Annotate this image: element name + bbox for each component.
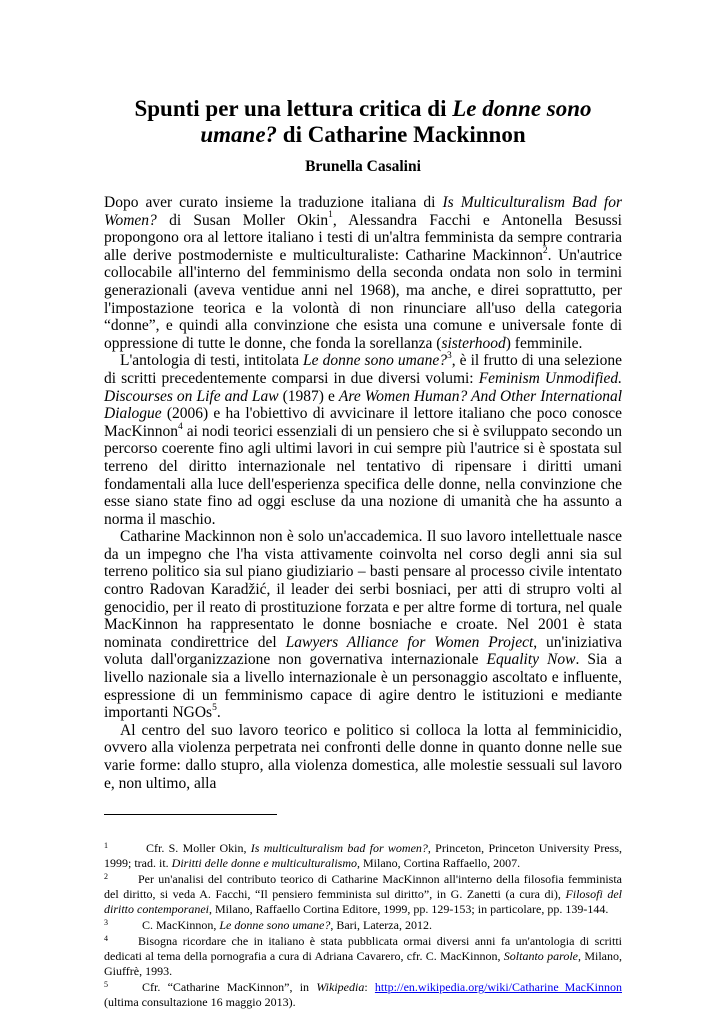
italic-text: Feminism Unmodified. Discourses on Life and Law — [104, 369, 622, 405]
footnote-ref-1[interactable]: 1 — [328, 210, 333, 221]
title-text: Spunti per una lettura critica di — [134, 96, 453, 121]
text: , un'iniziativa voluta dall'organizzazione non governativa internazionale — [104, 633, 622, 669]
footnote-number: 5 — [104, 980, 108, 990]
footnote-ref-2[interactable]: 2 — [542, 245, 548, 256]
title-italic-text: Le donne sono umane? — [200, 96, 592, 147]
footnote-5 — [104, 980, 622, 1010]
text: , Alessandra Facchi e Antonella Besussi propongono ora al lettore italiano i testi di un'altra femminista da sempre contraria alle derive postmoderniste e multiculturaliste: Catharine Mackinnon — [104, 211, 622, 264]
footnote-3 — [104, 918, 622, 933]
footnotes — [104, 841, 622, 1010]
footnote-number: 1 — [104, 841, 108, 851]
text: , Bari, Laterza, 2012. — [330, 918, 432, 933]
text: ) femminile. — [505, 334, 583, 352]
paragraph-2 — [104, 352, 622, 528]
paragraph-4 — [104, 722, 622, 792]
footnote-number: 2 — [104, 872, 108, 882]
text: Cfr. S. Moller Okin, — [146, 841, 251, 856]
footnote-number: 3 — [104, 918, 108, 928]
text: C. MacKinnon, — [142, 918, 220, 933]
paragraph-1 — [104, 194, 622, 352]
italic-text: Is multiculturalism bad for women? — [250, 841, 428, 856]
text: ai nodi teorici essenziali di un pensiero che si è sviluppato secondo un percorso coerente fino agli ultimi lavori in cui sempre più l'autrice si è spostata sul terreno del diritto internazionale nel tentativo di ripensare i diritti umani fondamentali alla luce dell'esperienza specifica delle donne, nella convinzione che esse siano state fino ad oggi escluse da una nozione di umanità che ha assunto a norma il maschio. — [104, 422, 622, 528]
italic-text: Wikipedia — [316, 980, 365, 995]
text: . Un'autrice collocabile all'interno del femminismo della seconda ondata non solo in termini generazionali (aveva ventidue anni nel 1968), ma anche, e direi soprattutto, per l'impostazione teorica e la volontà di non rinunciare all'uso della categoria “donne”, e quindi alla convinzione che esista una comune e universale fonte di oppressione di tutte le donne, che fonda la sorellanza ( — [104, 246, 622, 352]
text: , Milano, Cortina Raffaello, 2007. — [357, 856, 521, 871]
text: , è il frutto di una selezione di scritti precedentemente comparsi in due diversi volumi: — [104, 352, 622, 387]
article-title — [104, 96, 622, 148]
text: , Milano, Giuffrè, 1993. — [104, 949, 622, 979]
text: Bisogna ricordare che in italiano è stata pubblicata ormai diversi anni fa un'antologia di scritti dedicati al tema della pornografia a cura di Adriana Cavarero, cfr. C. MacKinnon, — [104, 934, 622, 964]
footnote-4 — [104, 934, 622, 979]
italic-text: Filosofi del diritto contemporanei — [104, 887, 622, 917]
italic-text: Lawyers Alliance for Women Project — [285, 633, 534, 651]
footnote-separator — [104, 814, 277, 815]
italic-text: Equality Now — [486, 651, 576, 669]
text: Al centro del suo lavoro teorico e politico si colloca la lotta al femminicidio, ovvero alla violenza perpetrata nei confronti delle donne in quanto donne nelle sue varie forme: dallo stupro, alla violenza domestica, alle molestie sessuali sul lavoro e, non ultimo, alla — [104, 721, 622, 792]
title-text-end: di Catharine Mackinnon — [277, 122, 526, 147]
italic-text: Is Multiculturalism Bad for Women? — [104, 194, 622, 229]
text: L'antologia di testi, intitolata — [120, 352, 304, 370]
italic-text: Soltanto parole — [503, 949, 578, 964]
italic-text: sisterhood — [441, 334, 506, 352]
text: Catharine Mackinnon non è solo un'accademica. Il suo lavoro intellettuale nasce da un impegno che l'ha vista attivamente coinvolta nel corso degli anni sia sul terreno politico sia sul piano giudiziario – basti pensare al processo civile intentato contro Radovan Karadžić, il leader dei serbi bosniaci, per atti di strupro volti al genocidio, per il reato di prostituzione forzata e per altre forme di tortura, nel quale MacKinnon ha rappresentato le donne bosniache e croate. Nel 2001 è stata nominata condirettrice del — [104, 528, 622, 651]
document-page — [104, 96, 622, 1011]
text: (ultima consultazione 16 maggio 2013). — [104, 995, 296, 1010]
text: , Princeton, Princeton University Press, 1999; trad. it. — [104, 841, 622, 871]
text: Per un'analisi del contributo teorico di Catharine MacKinnon all'interno della filosofia femminista del diritto, si veda A. Facchi, “Il pensiero femminista sul diritto”, in G. Zanetti (a cura di), — [104, 872, 622, 902]
footnote-ref-5[interactable]: 5 — [212, 703, 217, 714]
italic-text: Le donne sono umane? — [219, 918, 331, 933]
text: (1987) e — [278, 387, 339, 405]
footnote-1 — [104, 841, 622, 871]
footnote-ref-3[interactable]: 3 — [446, 351, 452, 362]
italic-text: Diritti delle donne e multiculturalismo — [171, 856, 357, 871]
italic-text: Are Women Human? And Other International Dialogue — [104, 387, 622, 423]
text: . Sia a livello nazionale sia a livello internazionale è un personaggio ascoltato e influente, espressione di un femminismo capace di agire dentro le istituzioni e mediante importanti NGOs — [104, 651, 623, 722]
text: . — [216, 704, 221, 722]
footnote-2 — [104, 872, 622, 917]
text: , Milano, Raffaello Cortina Editore, 1999, pp. 129-153; in particolare, pp. 139-144. — [209, 902, 609, 917]
text: : — [364, 980, 375, 995]
text: Dopo aver curato insieme la traduzione italiana di — [104, 194, 443, 211]
footnote-ref-4[interactable]: 4 — [178, 421, 183, 432]
text: di Susan Moller Okin — [156, 211, 329, 229]
text: Cfr. “Catharine MacKinnon”, in — [142, 980, 317, 995]
paragraph-3 — [104, 528, 622, 722]
text: (2006) e ha l'obiettivo di avvicinare il lettore italiano che poco conosce MacKinnon — [104, 405, 622, 440]
italic-text: Le donne sono umane? — [303, 352, 447, 370]
footnote-number: 4 — [104, 934, 108, 944]
wikipedia-link[interactable]: http://en.wikipedia.org/wiki/Catharine_MacKinnon — [374, 980, 622, 995]
article-body — [104, 194, 622, 792]
author-name: Brunella Casalini — [305, 158, 421, 175]
